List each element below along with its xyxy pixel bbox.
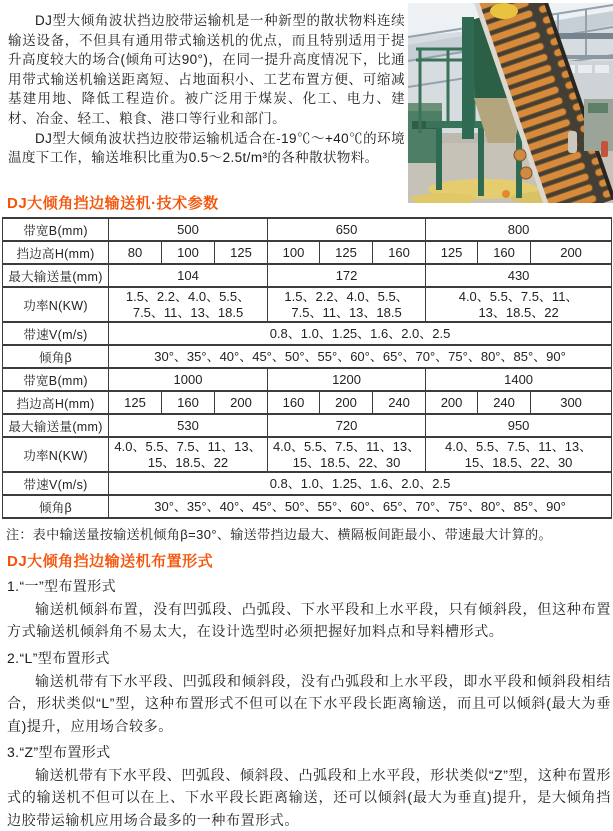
row-header: 倾角β [3, 495, 109, 518]
layout-forms-title: DJ大倾角挡边输送机布置形式 [7, 553, 214, 570]
layout-item-1-heading: 1.“一”型布置形式 [7, 578, 116, 594]
table-row [3, 241, 612, 264]
table-cell: 30°、35°、40°、45°、50°、55°、60°、65°、70°、75°、80°、85°、90° [109, 345, 612, 368]
row-header: 带速V(m/s) [3, 472, 109, 495]
layout-item-2-body: 输送机带有下水平段、凹弧段和倾斜段，没有凸弧段和上水平段，即水平段和倾斜段相结合，形状类似“L”型，这种布置形式不但可以在下水平段长距离输送，而且可以倾斜(最大为垂直)提升，应用场合较多。 [7, 672, 611, 734]
table-cell: 0.8、1.0、1.25、1.6、2.0、2.5 [109, 472, 612, 495]
table-cell: 0.8、1.0、1.25、1.6、2.0、2.5 [109, 322, 612, 345]
table-cell: 80 [109, 241, 162, 264]
table-row [3, 437, 612, 472]
row-header: 最大输送量(mm) [3, 264, 109, 287]
table-cell: 104 [109, 264, 268, 287]
table-cell: 1.5、2.2、4.0、5.5、 7.5、11、13、18.5 [268, 287, 426, 322]
tech-params-title: DJ大倾角挡边输送机·技术参数 [7, 195, 219, 212]
table-row [3, 368, 612, 391]
table-cell: 160 [268, 391, 320, 414]
table-cell: 650 [268, 218, 426, 241]
table-cell: 240 [373, 391, 426, 414]
table-cell: 172 [268, 264, 426, 287]
conveyor-photo [408, 3, 613, 203]
tech-params-table [2, 217, 612, 519]
table-row [3, 322, 612, 345]
table-cell: 160 [162, 391, 215, 414]
table-row [3, 472, 612, 495]
table-cell: 1400 [426, 368, 612, 391]
table-cell: 160 [478, 241, 531, 264]
layout-item-3-body: 输送机带有下水平段、凹弧段、倾斜段、凸弧段和上水平段，形状类似“Z”型，这种布置形式的输送机不但可以在上、下水平段长距离输送，还可以倾斜(最大为垂直)提升，是大倾角挡边胶带运输机应用场合最多的一种布置形式。 [7, 767, 611, 828]
table-cell: 1000 [109, 368, 268, 391]
row-header: 挡边高H(mm) [3, 241, 109, 264]
layout-item-1-body: 输送机倾斜布置，没有凹弧段、凸弧段、下水平段和上水平段，只有倾斜段，但这种布置方式输送机倾斜角不易太大，在设计选型时必须把握好加料点和导料槽形式。 [7, 601, 611, 640]
table-cell: 4.0、5.5、7.5、11、13、 15、18.5、22、30 [268, 437, 426, 472]
table-row [3, 345, 612, 368]
table-row [3, 391, 612, 414]
table-cell: 30°、35°、40°、45°、50°、55°、60°、65°、70°、75°、80°、85°、90° [109, 495, 612, 518]
table-row [3, 218, 612, 241]
table-cell: 125 [109, 391, 162, 414]
table-note: 注：表中输送量按输送机倾角β=30°、输送带挡边最大、横隔板间距最小、带速最大计算的。 [6, 527, 552, 542]
table-cell: 430 [426, 264, 612, 287]
table-cell: 200 [320, 391, 373, 414]
table-cell: 100 [268, 241, 320, 264]
row-header: 功率N(KW) [3, 287, 109, 322]
table-row [3, 495, 612, 518]
intro-paragraph-2: DJ型大倾角波状挡边胶带运输机适合在-19℃～+40℃的环境温度下工作，输送堆积比重为0.5～2.5t/m³的各种散状物料。 [8, 130, 405, 166]
table-cell: 4.0、5.5、7.5、11、 13、18.5、22 [426, 287, 612, 322]
table-cell: 530 [109, 414, 268, 437]
conveyor-photo-illustration [408, 3, 613, 203]
table-cell: 1.5、2.2、4.0、5.5、 7.5、11、13、18.5 [109, 287, 268, 322]
table-cell: 500 [109, 218, 268, 241]
row-header: 功率N(KW) [3, 437, 109, 472]
table-cell: 125 [426, 241, 478, 264]
intro-paragraph-1: DJ型大倾角波状挡边胶带运输机是一种新型的散状物料连续输送设备，不但具有通用带式输送机的优点，而且特别适用于提升高度较大的场合(倾角可达90°)，在同一提升高度情况下，比通用带式输送机输送距离短、占地面积小、工艺布置方便、可缩减基建用地、降低工程造价。被广泛用于煤炭、化工、电力、建材、冶金、轻工、粮食、港口等行业和部门。 [8, 13, 405, 126]
row-header: 最大输送量(mm) [3, 414, 109, 437]
table-row [3, 287, 612, 322]
table-cell: 100 [162, 241, 215, 264]
layout-item-2-heading: 2.“L”型布置形式 [7, 649, 110, 666]
table-cell: 950 [426, 414, 612, 437]
row-header: 挡边高H(mm) [3, 391, 109, 414]
table-cell: 200 [215, 391, 268, 414]
table-row [3, 414, 612, 437]
table-row [3, 264, 612, 287]
intro-section [0, 0, 613, 190]
table-cell: 4.0、5.5、7.5、11、13、 15、18.5、22 [109, 437, 268, 472]
table-cell: 125 [215, 241, 268, 264]
table-cell: 200 [531, 241, 612, 264]
table-cell: 125 [320, 241, 373, 264]
table-cell: 4.0、5.5、7.5、11、13、 15、18.5、22、30 [426, 437, 612, 472]
table-cell: 800 [426, 218, 612, 241]
table-cell: 300 [531, 391, 612, 414]
row-header: 带宽B(mm) [3, 368, 109, 391]
row-header: 倾角β [3, 345, 109, 368]
row-header: 带速V(m/s) [3, 322, 109, 345]
intro-text [8, 11, 405, 168]
table-cell: 200 [426, 391, 478, 414]
table-cell: 160 [373, 241, 426, 264]
layout-item-3-heading: 3.“Z”型布置形式 [7, 744, 111, 761]
row-header: 带宽B(mm) [3, 218, 109, 241]
table-cell: 720 [268, 414, 426, 437]
table-cell: 1200 [268, 368, 426, 391]
layout-forms-list [0, 576, 613, 831]
table-cell: 240 [478, 391, 531, 414]
